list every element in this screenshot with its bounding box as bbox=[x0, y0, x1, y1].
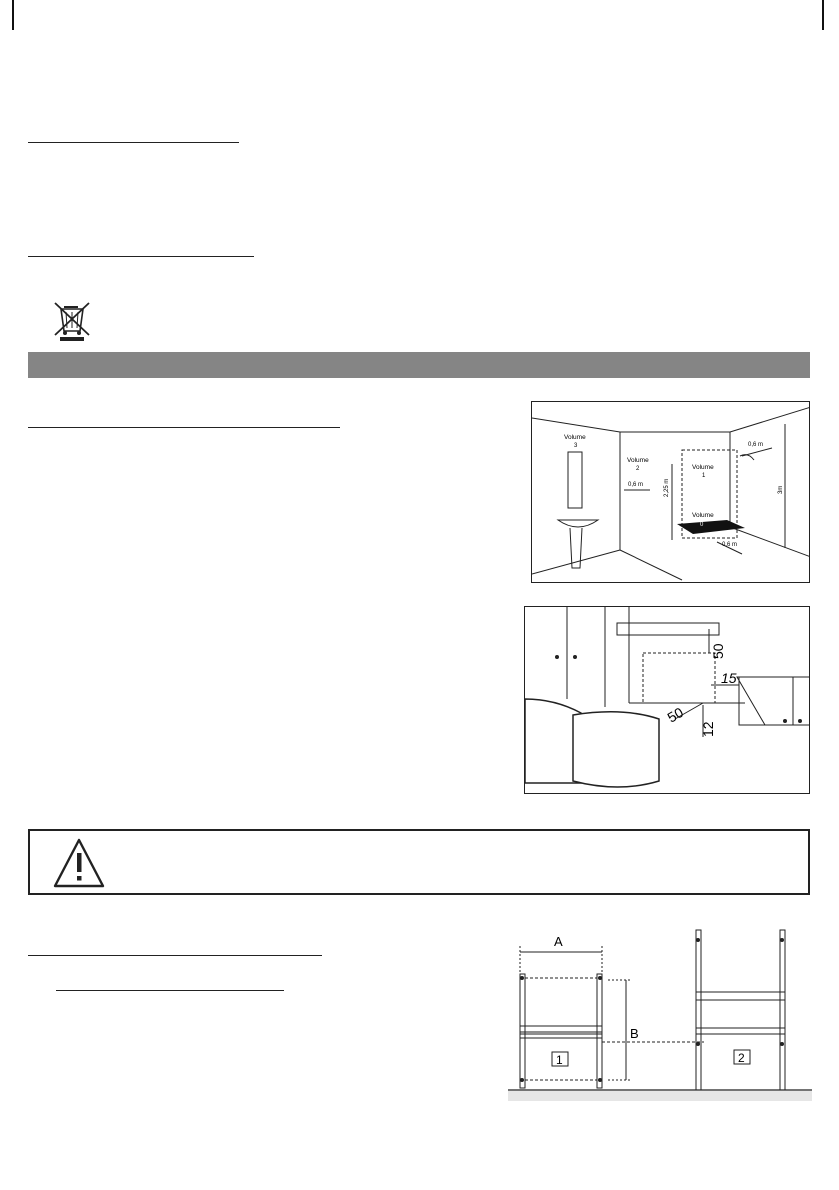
vol3-label: Volume bbox=[564, 434, 586, 441]
bracket-1-label: 1 bbox=[556, 1053, 563, 1067]
dim-225: 2,25 m bbox=[664, 478, 670, 497]
vol0-label: Volume bbox=[692, 512, 714, 519]
clearance-top: 50 bbox=[710, 643, 726, 659]
dim-06-left: 0,6 m bbox=[628, 482, 644, 488]
vol3-num: 3 bbox=[574, 443, 578, 449]
bracket-2-label: 2 bbox=[738, 1051, 745, 1065]
clearance-figure bbox=[524, 606, 810, 794]
dim-06-bottom: 0,6 m bbox=[722, 542, 738, 548]
dim-06-right: 0,6 m bbox=[748, 442, 764, 448]
heading-underline-4 bbox=[28, 955, 322, 956]
weee-bin-icon bbox=[52, 300, 92, 342]
warning-box bbox=[28, 829, 810, 895]
heading-underline-3 bbox=[28, 427, 340, 428]
crop-mark-top-right bbox=[822, 0, 824, 30]
clearance-floor: 12 bbox=[700, 721, 716, 737]
crop-mark-top-left bbox=[12, 0, 14, 30]
vol2-label: Volume bbox=[627, 457, 649, 464]
vol0-num: 0 bbox=[700, 522, 704, 528]
subheading-underline bbox=[56, 990, 284, 991]
warning-triangle-icon bbox=[52, 837, 106, 889]
dim-b-label: B bbox=[630, 1026, 639, 1041]
clearance-left: 50 bbox=[664, 703, 686, 726]
dim-a-label: A bbox=[554, 934, 563, 949]
vol1-num: 1 bbox=[702, 473, 706, 479]
mounting-bracket-figure bbox=[508, 926, 812, 1110]
heading-underline-2 bbox=[28, 256, 254, 257]
dim-3m: 3m bbox=[778, 485, 784, 494]
bathroom-volumes-figure bbox=[531, 401, 810, 583]
section-header-band bbox=[28, 352, 810, 378]
vol2-num: 2 bbox=[636, 466, 640, 472]
clearance-right: 15 bbox=[721, 670, 737, 686]
heading-underline-1 bbox=[28, 142, 239, 143]
vol1-label: Volume bbox=[692, 464, 714, 471]
